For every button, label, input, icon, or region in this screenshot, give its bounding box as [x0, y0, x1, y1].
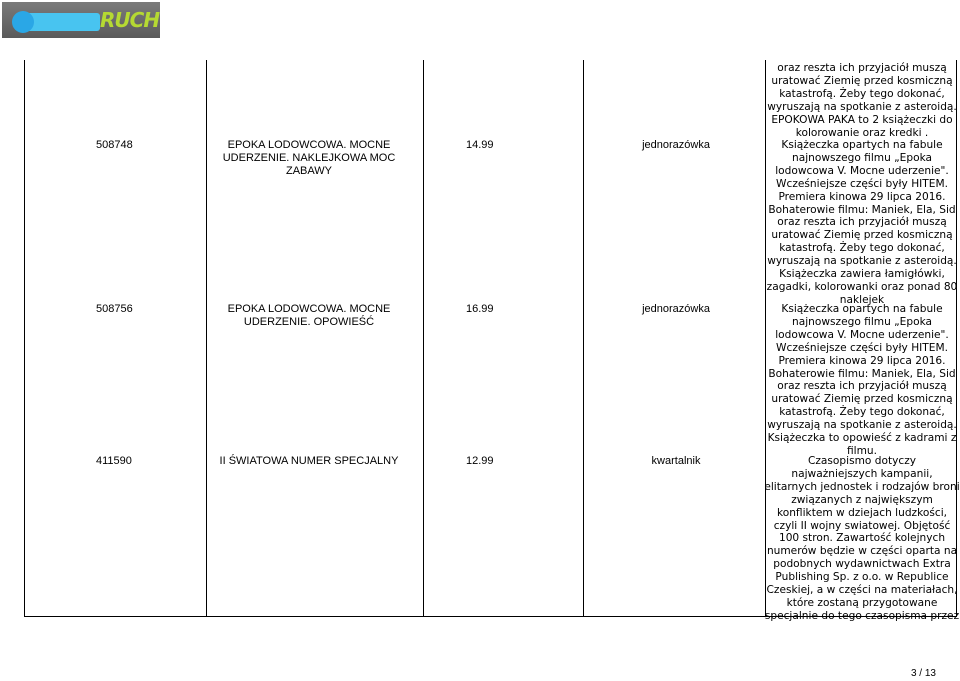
- table-cell-price: 14.99: [466, 139, 494, 151]
- table-cell-period: kwartalnik: [651, 455, 701, 467]
- table-cell-title: EPOKA LODOWCOWA. MOCNE UDERZENIE. NAKLEJKOWA MOC ZABAWY: [222, 139, 396, 177]
- table-column-divider: [423, 60, 424, 617]
- table-cell-price: 16.99: [466, 303, 494, 315]
- table-cell-id: 411590: [96, 455, 132, 467]
- table-column-divider: [583, 60, 584, 617]
- table-cell-id: 508748: [96, 139, 133, 151]
- table-cell-title: EPOKA LODOWCOWA. MOCNE UDERZENIE. OPOWIEŚĆ: [227, 303, 391, 328]
- table-cell-description: oraz reszta ich przyjaciół muszą uratować Ziemię przed kosmiczną katastrofą. Żeby tego dokonać, wyruszają na spotkanie z asteroidą. EPOKOWA PAKA to 2 książeczki do kolorowanie oraz kredki .: [767, 62, 957, 139]
- table-cell-period: jednorazówka: [642, 303, 710, 315]
- table-cell-price: 12.99: [466, 455, 494, 467]
- table-cell-description: Książeczka opartych na fabule najnowszego filmu „Epoka lodowcowa V. Mocne uderzenie". Wcześniejsze części były HITEM. Premiera kinowa 29 lipca 2016. Bohaterowie filmu: Maniek, Ela, Sid oraz reszta ich przyjaciół muszą uratować Ziemię przed kosmiczną katastrofą. Żeby tego dokonać, wyruszają na spotkanie z asteroidą. Książeczka to opowieść z kadrami z filmu.: [767, 303, 957, 457]
- table-cell-description: Książeczka opartych na fabule najnowszego filmu „Epoka lodowcowa V. Mocne uderzenie". Wcześniejsze części były HITEM. Premiera kinowa 29 lipca 2016. Bohaterowie filmu: Maniek, Ela, Sid oraz reszta ich przyjaciół muszą uratować Ziemię przed kosmiczną katastrofą. Żeby tego dokonać, wyruszają na spotkanie z asteroidą. Książeczka zawiera łamigłówki, zagadki, kolorowanki oraz ponad 80 naklejek: [766, 139, 958, 306]
- table-cell-id: 508756: [96, 303, 133, 315]
- logo-text: RUCH: [100, 8, 160, 32]
- table-cell-period: jednorazówka: [642, 139, 710, 151]
- table-border-left: [24, 60, 25, 617]
- table-cell-title: II ŚWIATOWA NUMER SPECJALNY: [219, 455, 399, 467]
- logo-bar-shape: [28, 13, 100, 31]
- ruch-logo: [2, 2, 160, 38]
- table-column-divider: [206, 60, 207, 617]
- page-number: 3 / 13: [910, 668, 936, 679]
- table-cell-description: Czasopismo dotyczy najważniejszych kampanii, elitarnych jednostek i rodzajów broni związanych z największym konfliktem w dziejach ludzkości, czyli II wojny swiatowej. Objętość 100 stron. Zawartość kolejnych numerów będzie w części oparta na podobnych wydawnictwach Extra Publishing Sp. z o.o. w Republice Czeskiej, a w części na materiałach, które zostaną przygotowane specjalnie do tego czasopisma przez: [764, 455, 960, 622]
- logo-circle-icon: [12, 11, 34, 33]
